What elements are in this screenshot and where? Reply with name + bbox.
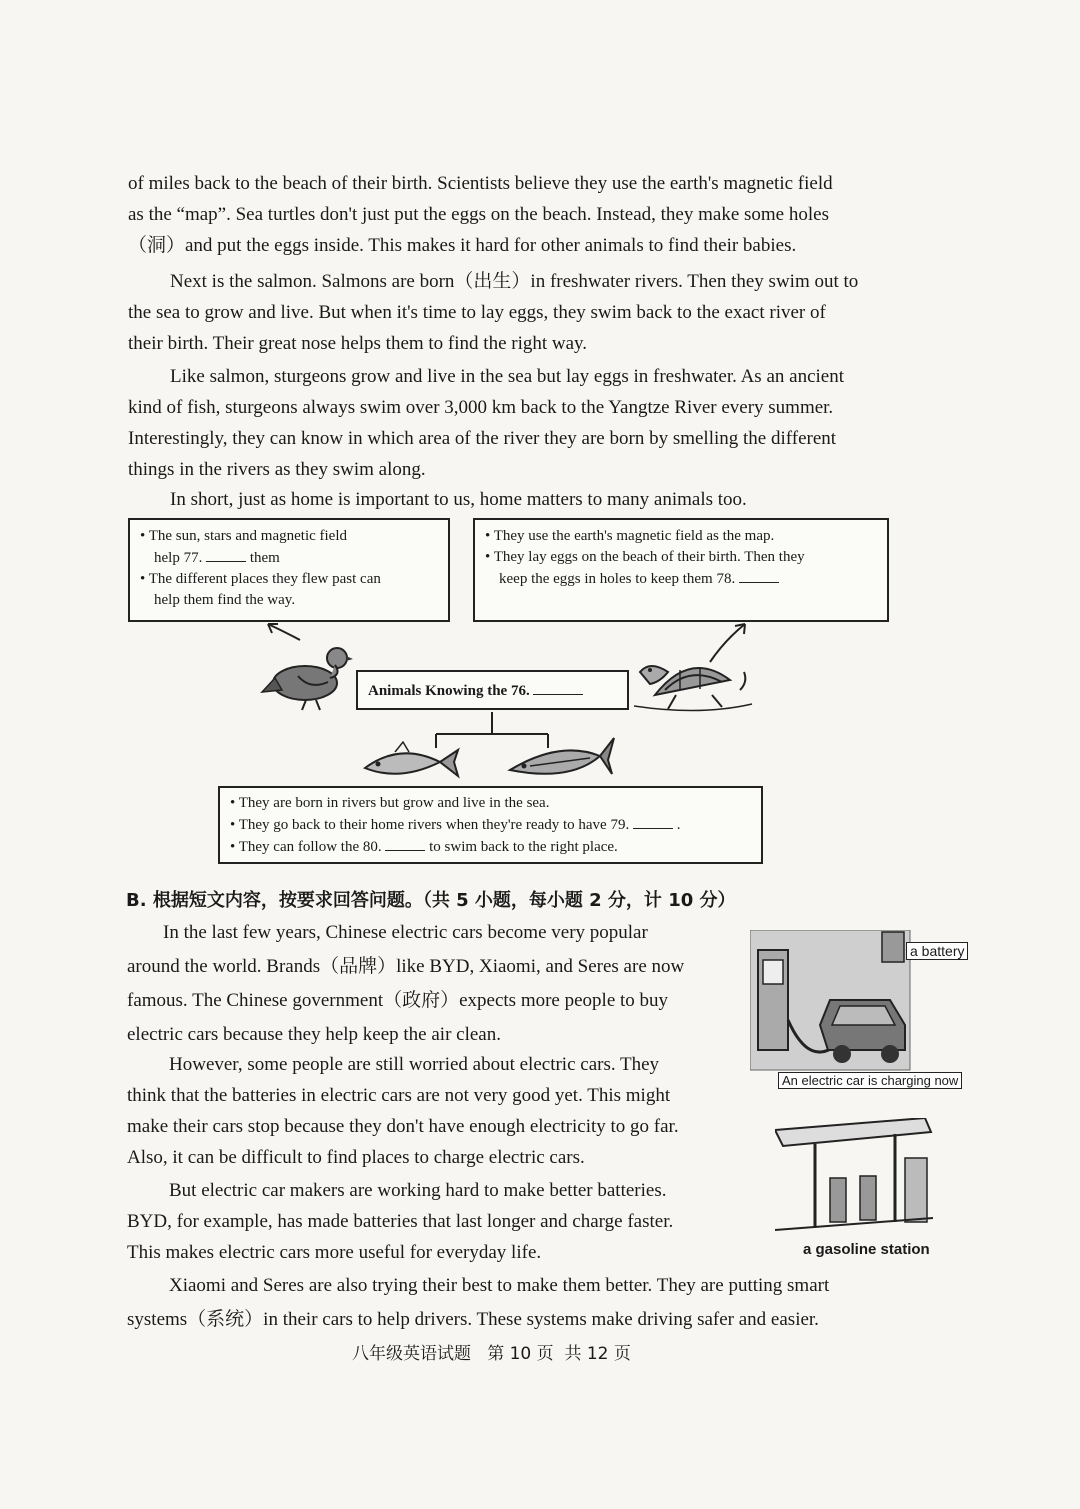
text-line: systems（系统）in their cars to help drivers. These systems make driving safer and easier. [127, 1309, 819, 1330]
fish-line-3-end: to swim back to the right place. [429, 839, 618, 855]
ev-charging-illustration [750, 930, 965, 1095]
text-line: as the “map”. Sea turtles don't just put the eggs on the beach. Instead, they make some holes [128, 204, 829, 225]
text-line: think that the batteries in electric cars are not very good yet. This might [127, 1085, 671, 1106]
text-line: Next is the salmon. Salmons are born（出生）in freshwater rivers. Then they swim out to [170, 271, 859, 292]
label-gas-station: a gasoline station [803, 1241, 930, 1258]
paragraph-conclusion: In short, just as home is important to us, home matters to many animals too. [170, 489, 747, 510]
bird-line-3: • The different places they flew past can [140, 571, 381, 587]
bird-arrow [268, 624, 300, 640]
page-footer: 八年级英语试题 第 10 页 共 12 页 [352, 1344, 631, 1364]
text-line: This makes electric cars more useful for everyday life. [127, 1242, 542, 1263]
turtle-blank-78-label: keep the eggs in holes to keep them 78. [499, 571, 736, 587]
paragraph-ev-systems [127, 1270, 927, 1335]
pigeon-icon [262, 648, 353, 710]
text-line: kind of fish, sturgeons always swim over 3,000 km back to the Yangtze River every summer. [128, 397, 834, 418]
fish-blank-79-label: • They go back to their home rivers when they're ready to have 79. [230, 817, 630, 833]
text-line: Interestingly, they can know in which area of the river they are born by smelling the different [128, 428, 837, 449]
text-line: around the world. Brands（品牌）like BYD, Xiaomi, and Seres are now [127, 956, 685, 977]
sturgeon-icon [510, 738, 614, 774]
text-line: make their cars stop because they don't have enough electricity to go far. [127, 1116, 679, 1137]
text-line: the sea to grow and live. But when it's time to lay eggs, they swim back to the exact river of [128, 302, 826, 323]
fish-blank-80-label: • They can follow the 80. [230, 839, 382, 855]
text-line: Also, it can be difficult to find places to charge electric cars. [127, 1147, 585, 1168]
paragraph-ev-intro [127, 917, 737, 1050]
text-line: of miles back to the beach of their birth. Scientists believe they use the earth's magnetic field [128, 173, 833, 194]
label-charging: An electric car is charging now [778, 1072, 962, 1089]
section-b-heading: B. 根据短文内容，按要求回答问题。（共 5 小题，每小题 2 分，计 10 分） [126, 890, 736, 911]
turtle-icon [634, 666, 752, 711]
turtle-line-2: • They lay eggs on the beach of their birth. Then they [485, 549, 805, 565]
text-line: However, some people are still worried about electric cars. They [169, 1054, 660, 1075]
bird-line-4: help them find the way. [154, 592, 296, 608]
bird-line-2-end: them [249, 550, 280, 566]
text-line: electric cars because they help keep the air clean. [127, 1024, 501, 1045]
turtle-line-1: • They use the earth's magnetic field as the map. [485, 528, 775, 544]
fish-line-2-end: . [676, 817, 681, 833]
label-battery: a battery [906, 942, 968, 960]
paragraph-ev-batteries [127, 1175, 767, 1268]
text-line: their birth. Their great nose helps them to find the right way. [128, 333, 588, 354]
bird-blank-77-label: help 77. [154, 550, 203, 566]
text-line: （洞）and put the eggs inside. This makes it hard for other animals to find their babies. [128, 235, 797, 256]
text-line: Xiaomi and Seres are also trying their best to make them better. They are putting smart [169, 1275, 830, 1296]
gas-station-illustration [775, 1118, 935, 1238]
text-line: famous. The Chinese government（政府）expects more people to buy [127, 990, 669, 1011]
text-line: But electric car makers are working hard to make better batteries. [169, 1180, 667, 1201]
bird-line-1: • The sun, stars and magnetic field [140, 528, 348, 544]
fish-line-1: • They are born in rivers but grow and live in the sea. [230, 795, 550, 811]
turtle-arrow [710, 624, 745, 662]
text-line: things in the rivers as they swim along. [128, 459, 426, 480]
text-line: BYD, for example, has made batteries that last longer and charge faster. [127, 1211, 674, 1232]
paragraph-ev-worries [127, 1049, 767, 1173]
text-line: In the last few years, Chinese electric cars become very popular [163, 922, 648, 943]
salmon-icon [365, 742, 458, 776]
gas-station-drawing [775, 1118, 935, 1238]
center-topic-label: Animals Knowing the 76. [368, 683, 530, 699]
fish-bracket [436, 712, 548, 748]
text-line: Like salmon, sturgeons grow and live in the sea but lay eggs in freshwater. As an ancient [170, 366, 844, 387]
